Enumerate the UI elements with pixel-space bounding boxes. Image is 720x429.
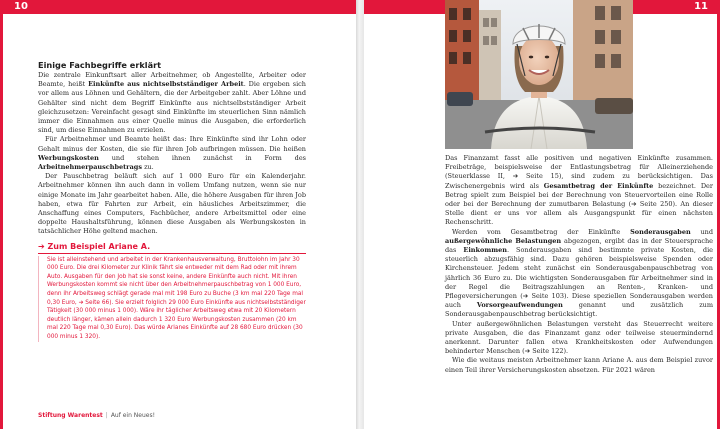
footer-title: Auf ein Neues! (110, 412, 156, 419)
body-paragraph: Für Arbeitnehmer und Beamte heißt das: Ihre Einkünfte sind ihr Lohn oder Gehalt minus der Kosten, die sie für ihren Job aufbringen müssen. Die heißen Werbungskosten und stehen ihnen zunächst in Form des Arbeitnehmerpauschbetrags zu. (38, 135, 306, 172)
book-gutter (356, 0, 364, 429)
body-paragraph: Wie die weitaus meisten Arbeitnehmer kann Ariane A. aus dem Beispiel zuvor einen Teil ihrer Versicherungskosten absetzen. Für 2021 wären (445, 356, 713, 374)
body-paragraph: Unter außergewöhnlichen Belastungen versteht das Steuerrecht weitere private Ausgaben, die das Finanzamt ganz oder teilweise steuermindernd anerkennt. Darunter fallen etwa Krankheitskosten oder Aufwendungen behinderter Menschen (➔ Seite 122). (445, 319, 713, 356)
body-paragraph: Das Finanzamt fasst alle positiven und negativen Einkünfte zusammen. Freibeträge, beispielsweise der Entlastungsbetrag für Alleinerziehende (Steuerklasse II, ➔ Seite 15), sind zudem zu berücksichtigen. Das Zwischenergebnis wird als Gesamtbetrag der Einkünfte bezeichnet. Der Betrag spielt zum Beispiel bei der Berechnung von Steuervorteilen eine Rolle oder bei der Berechnung der zumutbaren Belastung (➔ Seite 250). An dieser Stelle dient er uns vor allem als Ausgangspunkt für einen nächsten Rechenschritt. (445, 154, 713, 227)
page-edge-marker (0, 14, 3, 429)
page-number: 10 (14, 1, 28, 12)
footer-brand: Stiftung Warentest (38, 412, 103, 419)
page-number: 11 (694, 1, 708, 12)
body-paragraph: Der Pauschbetrag beläuft sich auf 1 000 Euro für ein Kalenderjahr. Arbeitnehmer können ihn auch dann in vollem Umfang nutzen, wenn sie nur einige Monate im Jahr gearbeitet haben. Alle, die höhere Ausgaben für ihren Job haben, etwa für Fahrten zur Arbeit, ein häusliches Arbeitszimmer, die Anschaffung eines Computers, Fachbücher, andere Arbeitsmittel oder eine doppelte Haushaltsführung, können diese Ausgaben als Werbungskosten in tatsächlicher Höhe geltend machen. (38, 172, 306, 236)
page-header-bar (0, 0, 356, 14)
example-heading: ➔ Zum Beispiel Ariane A. (38, 242, 306, 254)
right-text-column (445, 154, 713, 375)
body-paragraph: Die zentrale Einkunftsart aller Arbeitnehmer, ob Angestellte, Arbeiter oder Beamte, heißt Einkünfte aus nichtselbstständiger Arbeit. Die ergeben sich vor allem aus Löhnen und Gehältern, die der Arbeitgeber zahlt. Aber Löhne und Gehälter sind nicht dem Begriff Einkünfte aus nichtselbstständiger Arbeit gleichzusetzen: Vereinfacht gesagt sind Einkünfte im steuerlichen Sinn nämlich immer die Einnahmen aus einer Quelle minus die Ausgaben, die erforderlich sind, um diese Einnahmen zu erzielen. (38, 71, 306, 135)
cyclist-illustration (445, 0, 633, 149)
page-footer (38, 412, 155, 419)
example-text: Sie ist alleinstehend und arbeitet in der Krankenhausverwaltung, Bruttolohn im Jahr 30 000 Euro. Die drei Kilometer zur Klinik fährt sie entweder mit dem Rad oder mit ihrem Auto. Ausgaben für den Job hat sie sonst keine, andere Einkünfte auch nicht. Mit ihren Werbungskosten kommt sie nicht über den Arbeitnehmerpauschbetrag von 1 000 Euro, denn ihr Arbeitsweg schlägt gerade mal mit 198 Euro zu Buche (3 km mal 220 Tage mal 0,30 Euro, ➔ Seite 66). Sie erzielt folglich 29 000 Euro Einkünfte aus nichtselbstständiger Tätigkeit (30 000 minus 1 000). Wäre ihr täglicher Arbeitsweg etwa mit 20 Kilometern deutlich länger, kämen allein dadurch 1 320 Euro Werbungskosten zusammen (20 km mal 220 Tage mal 0,30 Euro). Das würde Arianes Einkünfte auf 28 680 Euro drücken (30 000 minus 1 320). (47, 256, 306, 340)
cyclist-photo (445, 0, 633, 149)
left-text-column (38, 60, 306, 342)
example-box (38, 256, 306, 342)
section-heading: Einige Fachbegriffe erklärt (38, 60, 162, 70)
body-paragraph: Werden vom Gesamtbetrag der Einkünfte Sonderausgaben und außergewöhnliche Belastungen abgezogen, ergibt das in der Steuersprache das Einkommen. Sonderausgaben sind bestimmte private Kosten, die steuerlich abzugsfähig sind. Dazu gehören beispielsweise Spenden oder Kirchensteuer. Jedem steht zunächst ein Sonderausgabenpauschbetrag von jährlich 36 Euro zu. Die wichtigsten Sonderausgaben für Arbeitnehmer sind in der Regel die Beitragszahlungen an Renten-, Kranken- und Pflegeversicherungen (➔ Seite 103). Diese speziellen Sonderausgaben werden auch Vorsorgeaufwendungen genannt und zusätzlich zum Sonderausgabenpauschbetrag berücksichtigt. (445, 227, 714, 319)
footer-separator: | (105, 412, 108, 419)
